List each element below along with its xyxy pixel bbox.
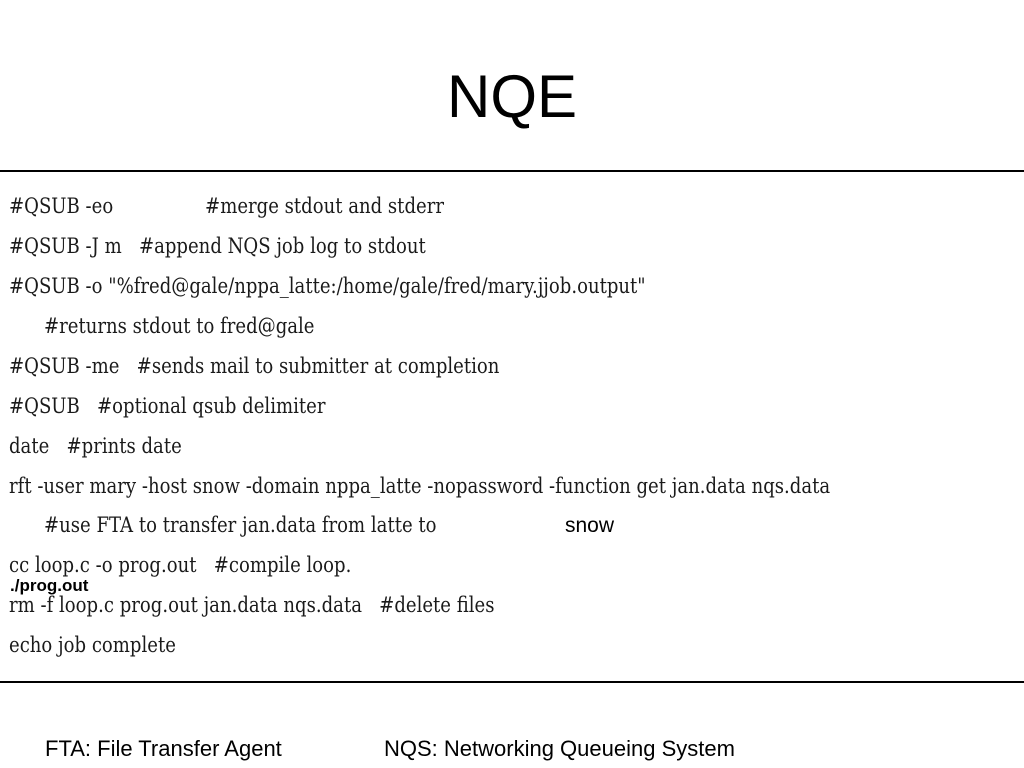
code-listing bbox=[0, 172, 1024, 681]
code-line-returns-comment: #returns stdout to fred@gale bbox=[44, 314, 315, 338]
code-line-fta-comment: #use FTA to transfer jan.data from latte to bbox=[44, 513, 437, 537]
slide-title: NQE bbox=[446, 63, 578, 130]
bottom-divider bbox=[0, 681, 1024, 683]
code-line-rft: rft -user mary -host snow -domain nppa_latte -nopassword -function get jan.data nqs.data bbox=[9, 474, 831, 498]
code-line-cc: cc loop.c -o prog.out #compile loop. bbox=[9, 553, 352, 577]
footer-nqs-note: NQS: Networking Queueing System bbox=[384, 736, 735, 761]
code-line-rm: rm -f loop.c prog.out jan.data nqs.data #delete files bbox=[9, 593, 495, 617]
code-line-qsub-j: #QSUB -J m #append NQS job log to stdout bbox=[9, 234, 426, 258]
code-line-date: date #prints date bbox=[9, 434, 182, 458]
code-line-qsub-delimiter: #QSUB #optional qsub delimiter bbox=[9, 394, 326, 418]
footer-fta-note: FTA: File Transfer Agent bbox=[45, 736, 282, 761]
code-line-qsub-o: #QSUB -o "%fred@gale/nppa_latte:/home/gale/fred/mary.jjob.output" bbox=[9, 274, 646, 298]
code-line-qsub-me: #QSUB -me #sends mail to submitter at completion bbox=[9, 354, 500, 378]
snow-overlay-text: snow bbox=[560, 513, 614, 539]
code-line-qsub-eo: #QSUB -eo #merge stdout and stderr bbox=[9, 194, 444, 218]
code-line-echo: echo job complete bbox=[9, 633, 176, 657]
prog-out-overlay-text: ./prog.out bbox=[10, 576, 89, 595]
